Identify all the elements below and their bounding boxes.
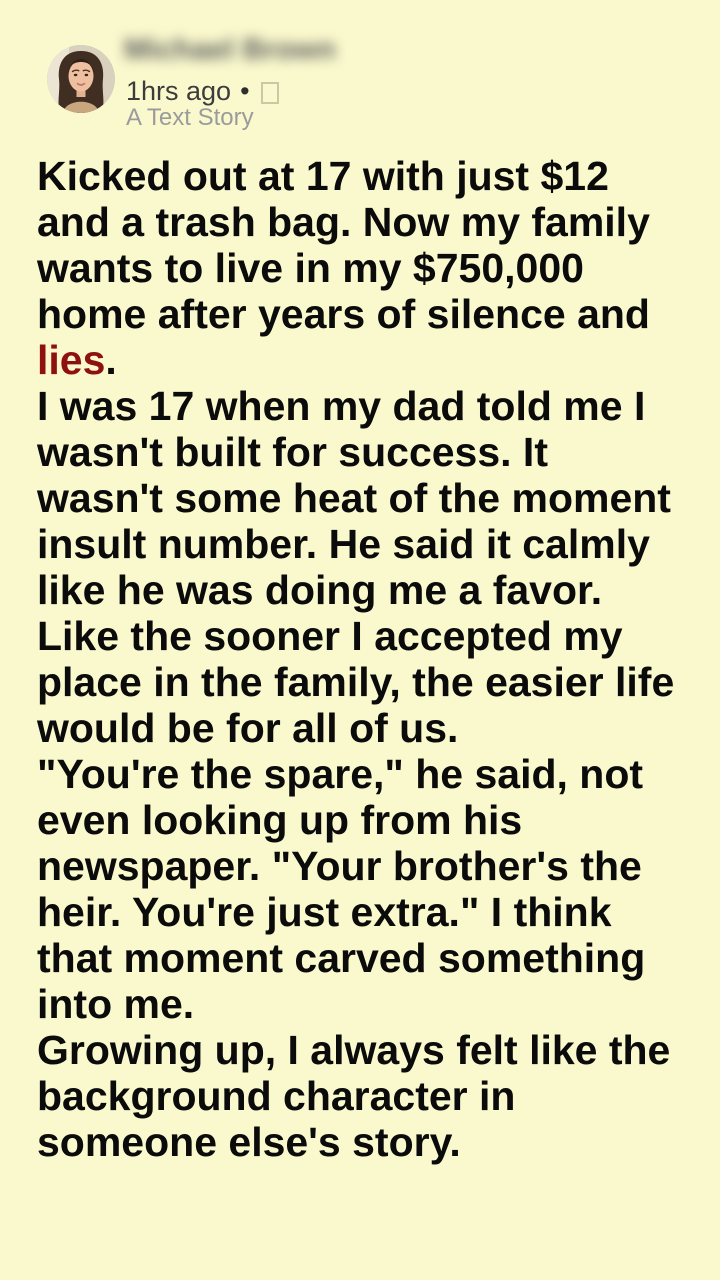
story-line: "You're the spare," he said, not xyxy=(37,751,644,797)
story-line: would be for all of us. xyxy=(37,705,459,751)
story-line: newspaper. "Your brother's the xyxy=(37,843,642,889)
story-text xyxy=(37,153,720,1165)
avatar-portrait-image xyxy=(47,45,115,113)
highlight-suffix: . xyxy=(105,337,117,383)
story-line: wants to live in my $750,000 xyxy=(37,245,584,291)
story-line: insult number. He said it calmly xyxy=(37,521,650,567)
story-line: that moment carved something xyxy=(37,935,646,981)
post-type-label: A Text Story xyxy=(126,104,254,131)
story-line: like he was doing me a favor. xyxy=(37,567,603,613)
timestamp: 1hrs ago xyxy=(126,76,232,106)
story-line: heir. You're just extra." I think xyxy=(37,889,612,935)
post-meta xyxy=(126,76,279,107)
author-name[interactable]: Michael Brown xyxy=(124,33,336,66)
story-line: wasn't built for success. It xyxy=(37,429,548,475)
story-line-highlight xyxy=(37,337,720,383)
missing-glyph-icon xyxy=(261,82,279,104)
story-line: someone else's story. xyxy=(37,1119,461,1165)
story-line: Growing up, I always felt like the xyxy=(37,1027,671,1073)
story-line: I was 17 when my dad told me I xyxy=(37,383,646,429)
highlighted-word: lies xyxy=(37,337,106,383)
story-line: Kicked out at 17 with just $12 xyxy=(37,153,609,199)
story-line: wasn't some heat of the moment xyxy=(37,475,671,521)
story-line: into me. xyxy=(37,981,195,1027)
avatar[interactable] xyxy=(47,45,115,113)
story-line: home after years of silence and xyxy=(37,291,650,337)
story-line: and a trash bag. Now my family xyxy=(37,199,650,245)
story-line: Like the sooner I accepted my xyxy=(37,613,623,659)
dot-separator: • xyxy=(240,76,250,106)
story-line: even looking up from his xyxy=(37,797,523,843)
story-line: background character in xyxy=(37,1073,516,1119)
story-line: place in the family, the easier life xyxy=(37,659,675,705)
